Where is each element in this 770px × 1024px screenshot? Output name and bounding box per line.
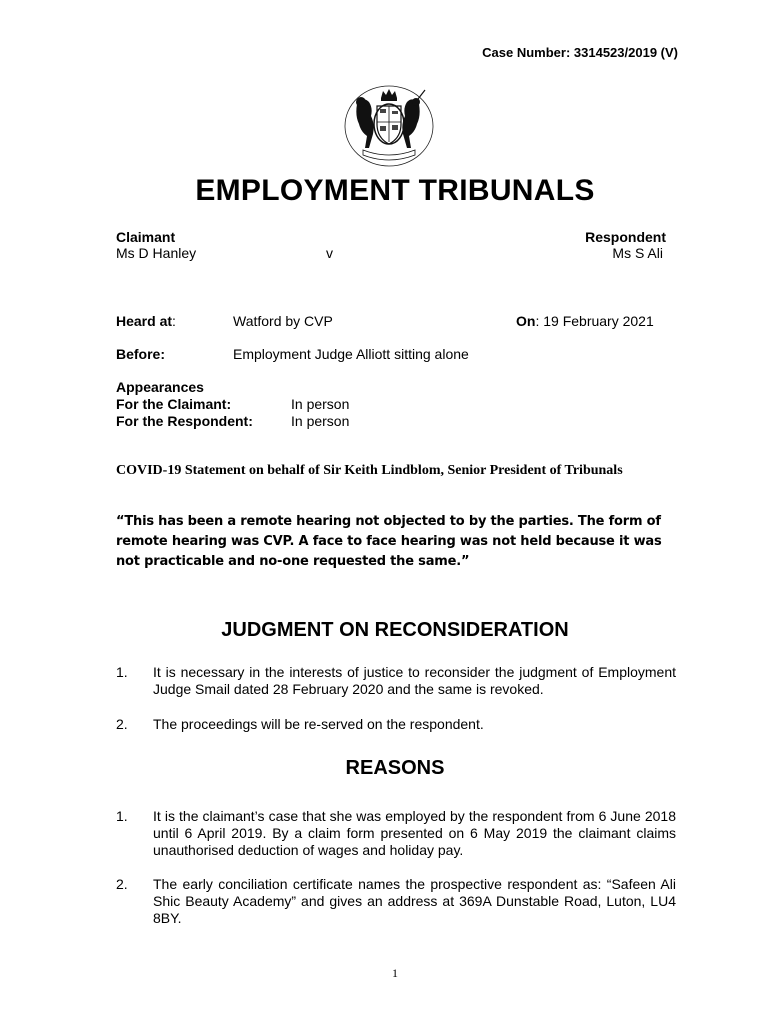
versus-text: v (326, 245, 333, 261)
respondent-name: Ms S Ali (612, 245, 663, 261)
appearance-respondent-value: In person (291, 413, 350, 429)
appearances-heading: Appearances (116, 379, 204, 395)
respondent-label: Respondent (585, 229, 666, 245)
reasons-item-text: The early conciliation certificate names the prospective respondent as: “Safeen Ali Shic Beauty Academy” and gives an address at 369A Dunstable Road, Luton, LU4 8BY. (153, 876, 676, 926)
appearance-claimant-label: For the Claimant: (116, 396, 232, 412)
heard-at-colon: : (172, 313, 176, 329)
reasons-item-number: 1. (116, 808, 128, 824)
claimant-label: Claimant (116, 229, 176, 245)
royal-coat-of-arms-logo (343, 84, 435, 168)
covid-statement-heading: COVID-19 Statement on behalf of Sir Keith Lindblom, Senior President of Tribunals (116, 463, 623, 478)
heard-at-label: Heard at (116, 313, 173, 329)
heard-at-value: Watford by CVP (233, 313, 333, 329)
reasons-item-number: 2. (116, 876, 128, 892)
case-number: Case Number: 3314523/2019 (V) (482, 45, 678, 60)
hearing-date (516, 313, 654, 329)
appearance-claimant-value: In person (291, 396, 350, 412)
heard-at-row-label (116, 313, 176, 329)
reasons-heading: REASONS (345, 757, 445, 779)
judgment-item-number: 1. (116, 664, 128, 680)
reasons-item-text: It is the claimant’s case that she was employed by the respondent from 6 June 2018 until 6 April 2019. By a claim form presented on 6 May 2019 the claimant claims unauthorised deduction of wages and holiday pay. (153, 808, 676, 858)
before-label: Before: (116, 346, 166, 362)
page-number: 1 (392, 966, 398, 980)
judgment-item-number: 2. (116, 716, 128, 732)
before-value: Employment Judge Alliott sitting alone (233, 346, 469, 362)
judgment-item-text: It is necessary in the interests of justice to reconsider the judgment of Employment Judge Smail dated 28 February 2020 and the same is revoked. (153, 664, 676, 697)
on-value: : 19 February 2021 (535, 313, 654, 329)
on-label: On (516, 313, 536, 329)
coat-of-arms-image (343, 84, 435, 168)
appearance-respondent-label: For the Respondent: (116, 413, 253, 429)
judgment-heading: JUDGMENT ON RECONSIDERATION (221, 619, 569, 641)
claimant-name: Ms D Hanley (116, 245, 197, 261)
covid-statement-text: “This has been a remote hearing not objected to by the parties. The form of remote hearing was CVP. A face to face hearing was not held because it was not practicable and no-one requested the same.” (116, 514, 662, 569)
page-title: EMPLOYMENT TRIBUNALS (195, 174, 595, 207)
judgment-item-text: The proceedings will be re-served on the respondent. (153, 716, 484, 732)
